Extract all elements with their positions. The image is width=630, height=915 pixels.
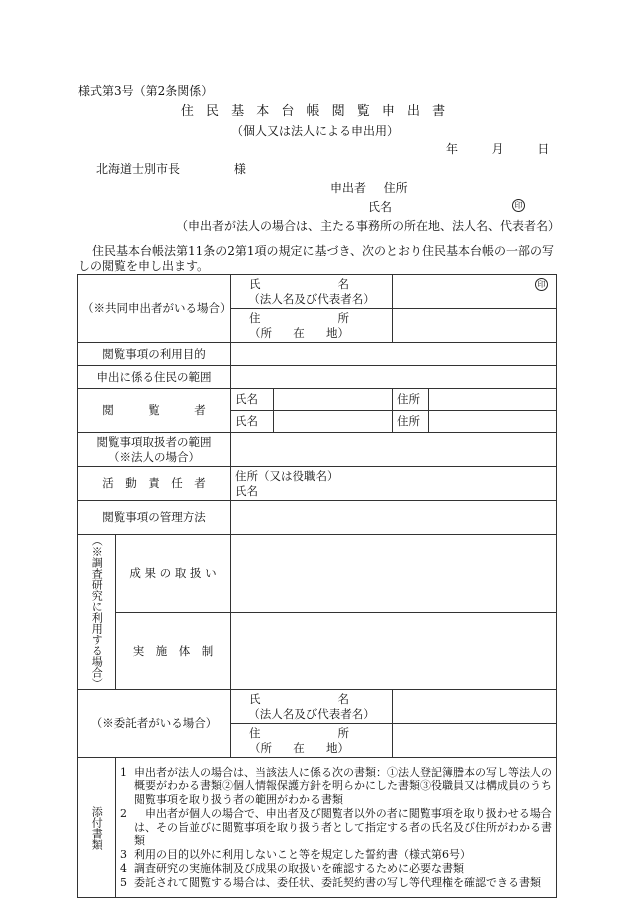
applicant-name-label: 氏名 [368,200,393,214]
viewer1-name-label: 氏名 [231,389,274,411]
date-month: 月 [491,142,504,156]
purpose-label: 閲覧事項の利用目的 [78,343,231,366]
entrusted-name-field[interactable] [393,690,557,724]
honorific: 様 [233,162,246,176]
attachments-label: 添付書類 [78,758,116,898]
handler-scope-field[interactable] [231,433,557,467]
application-form-table [77,274,557,898]
management-field[interactable] [231,501,557,535]
viewer2-address-field[interactable] [429,411,557,433]
activity-name-label: 氏名 [235,483,258,498]
joint-name-field[interactable] [393,275,557,309]
applicant-note: （申出者が法人の場合は、主たる事務所の所在地、法人名、代表者名） [176,219,561,233]
viewer1-address-label: 住所 [393,389,429,411]
attachment-item-3: 3 利用の目的以外に利用しないこと等を規定した誓約書（様式第6号） [120,848,471,862]
viewer2-name-label: 氏名 [231,411,274,433]
attachment-item-1: 1 申出者が法人の場合は、当該法人に係る次の書類：①法人登記簿謄本の写し等法人の概要がわかる書類②個人情報保護方針を明らかにした書類③役職員又は構成員のうち閲覧事項を取り扱う者の範囲がわかる書類 [120,765,552,807]
scope-label: 申出に係る住民の範囲 [78,366,231,389]
purpose-field[interactable] [231,343,557,366]
seal-mark: 印 [535,278,548,291]
date-line [446,142,549,156]
activity-manager-field[interactable] [231,467,557,501]
system-label: 実 施 体 制 [116,612,231,690]
addressee [96,162,246,176]
attachments-list [116,758,557,898]
viewer1-name-field[interactable] [274,389,393,411]
activity-address-label: 住所（又は役職名） [235,469,339,484]
intro-paragraph: 住民基本台帳法第11条の2第1項の規定に基づき、次のとおり住民基本台帳の一部の写しの閲覧を申し出ます。 [78,244,555,273]
activity-manager-label: 活 動 責 任 者 [78,467,231,501]
research-section-label: （※調査研究に利用する場合） [78,535,116,690]
attachment-item-4: 4 調査研究の実施体制及び成果の取扱いを確認するために必要な書類 [120,861,464,875]
joint-address-field[interactable] [393,309,557,343]
viewer1-address-field[interactable] [429,389,557,411]
entrusted-address-label: 住 所 （所 在 地） [231,724,393,758]
applicant-address-line [330,181,408,195]
viewer2-name-field[interactable] [274,411,393,433]
form-number: 様式第3号（第2条関係） [78,84,214,98]
seal-mark: 印 [512,199,525,212]
applicant-address-label: 住所 [383,181,408,195]
entrusted-label: （※委託者がいる場合） [78,690,231,758]
entrusted-name-label: 氏 名 （法人名及び代表者名） [231,690,393,724]
document-subtitle: （個人又は法人による申出用） [230,124,399,138]
viewer-label: 閲 覧 者 [78,389,231,433]
system-field[interactable] [231,612,557,690]
management-label: 閲覧事項の管理方法 [78,501,231,535]
results-label: 成 果 の 取 扱 い [116,535,231,613]
attachment-item-5: 5 委託されて閲覧する場合は、委任状、委託契約書の写し等代理権を確認できる書類 [120,875,541,889]
attachment-item-2: 2 申出者が個人の場合で、申出者及び閲覧者以外の者に閲覧事項を取り扱わせる場合は、その旨並びに閲覧事項を取り扱う者として指定する者の氏名及び住所がわかる書類 [120,806,552,848]
handler-scope-label: 閲覧事項取扱者の範囲 （※法人の場合） [78,433,231,467]
entrusted-address-field[interactable] [393,724,557,758]
joint-name-label: 氏 名 （法人名及び代表者名） [231,275,393,309]
joint-applicant-label: （※共同申出者がいる場合） [78,275,231,343]
applicant-label: 申出者 [330,181,367,195]
joint-address-label: 住 所 （所 在 地） [231,309,393,343]
date-year: 年 [446,142,459,156]
scope-field[interactable] [231,366,557,389]
mayor-title: 北海道士別市長 [96,162,181,176]
viewer2-address-label: 住所 [393,411,429,433]
document-title: 住 民 基 本 台 帳 閲 覧 申 出 書 [180,104,450,119]
date-day: 日 [537,142,550,156]
results-field[interactable] [231,535,557,613]
